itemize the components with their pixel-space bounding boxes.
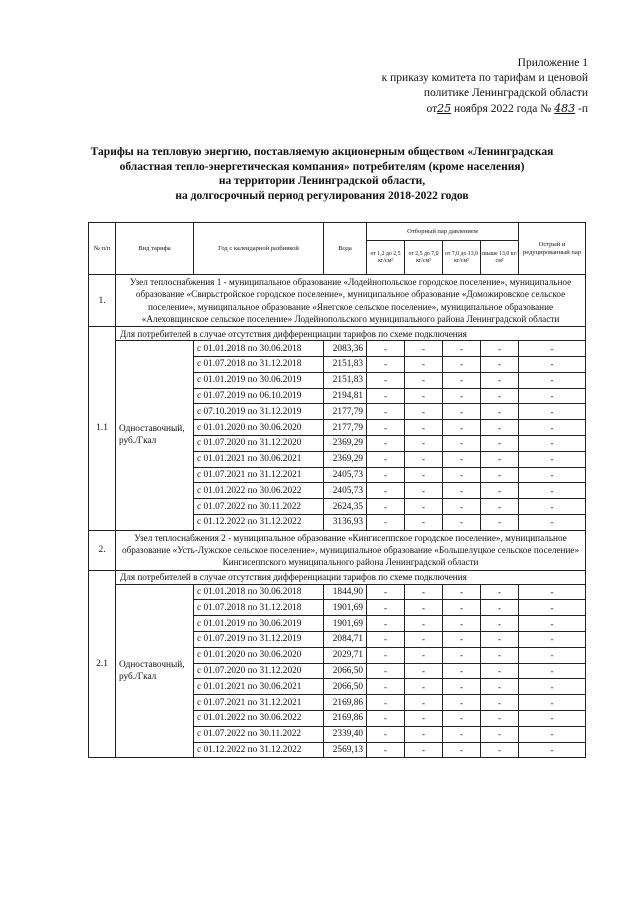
empty-value-cell: -: [519, 695, 586, 711]
empty-value-cell: -: [405, 632, 443, 648]
empty-value-cell: -: [481, 341, 519, 357]
header-num: № п/п: [89, 223, 116, 275]
empty-value-cell: -: [519, 679, 586, 695]
empty-value-cell: -: [481, 514, 519, 530]
empty-value-cell: -: [405, 726, 443, 742]
empty-value-cell: -: [367, 341, 405, 357]
header-period: Год с календарной разбивкой: [194, 223, 324, 275]
subsection-row: [89, 570, 586, 584]
period-cell: с 01.01.2021 по 30.06.2021: [194, 451, 324, 467]
water-tariff-cell: 2194,81: [324, 388, 367, 404]
empty-value-cell: -: [481, 388, 519, 404]
empty-value-cell: -: [481, 742, 519, 758]
empty-value-cell: -: [519, 632, 586, 648]
water-tariff-cell: 1844,90: [324, 584, 367, 600]
empty-value-cell: -: [367, 514, 405, 530]
empty-value-cell: -: [443, 499, 481, 515]
empty-value-cell: -: [405, 451, 443, 467]
water-tariff-cell: 2405,73: [324, 467, 367, 483]
water-tariff-cell: 2151,83: [324, 356, 367, 372]
empty-value-cell: -: [481, 451, 519, 467]
empty-value-cell: -: [367, 451, 405, 467]
empty-value-cell: -: [481, 435, 519, 451]
empty-value-cell: -: [481, 632, 519, 648]
empty-value-cell: -: [443, 711, 481, 727]
title-line2: областная тепло-энергетическая компания» потребителям (кроме населения): [119, 160, 525, 173]
water-tariff-cell: 2084,71: [324, 632, 367, 648]
title-line3: на территории Ленинградской области,: [218, 175, 426, 187]
empty-value-cell: -: [443, 663, 481, 679]
empty-value-cell: -: [481, 372, 519, 388]
date-month-year: ноября 2022 года №: [453, 103, 552, 115]
number-suffix: -п: [578, 103, 588, 115]
period-cell: с 01.07.2019 по 31.12.2019: [194, 632, 324, 648]
period-cell: с 01.12.2022 по 31.12.2022: [194, 514, 324, 530]
empty-value-cell: -: [481, 726, 519, 742]
empty-value-cell: -: [405, 663, 443, 679]
water-tariff-cell: 1901,69: [324, 616, 367, 632]
empty-value-cell: -: [405, 695, 443, 711]
empty-value-cell: -: [367, 616, 405, 632]
water-tariff-cell: 2066,50: [324, 663, 367, 679]
empty-value-cell: -: [405, 356, 443, 372]
empty-value-cell: -: [519, 341, 586, 357]
water-tariff-cell: 2169,86: [324, 711, 367, 727]
empty-value-cell: -: [519, 616, 586, 632]
empty-value-cell: -: [481, 356, 519, 372]
water-tariff-cell: 2369,29: [324, 451, 367, 467]
empty-value-cell: -: [405, 499, 443, 515]
empty-value-cell: -: [481, 404, 519, 420]
subsection-title: Для потребителей в случае отсутствия дифференциации тарифов по схеме подключения: [116, 570, 586, 584]
empty-value-cell: -: [367, 356, 405, 372]
header-pressure-2: от 2,5 до 7,0 кг/см²: [405, 241, 443, 275]
empty-value-cell: -: [519, 451, 586, 467]
water-tariff-cell: 3136,93: [324, 514, 367, 530]
water-tariff-cell: 2029,71: [324, 647, 367, 663]
empty-value-cell: -: [443, 356, 481, 372]
subsection-title: Для потребителей в случае отсутствия дифференциации тарифов по схеме подключения: [116, 327, 586, 341]
period-cell: с 01.01.2022 по 30.06.2022: [194, 483, 324, 499]
empty-value-cell: -: [519, 420, 586, 436]
empty-value-cell: -: [481, 420, 519, 436]
empty-value-cell: -: [405, 388, 443, 404]
period-cell: с 01.12.2022 по 31.12.2022: [194, 742, 324, 758]
period-cell: с 01.01.2018 по 30.06.2018: [194, 584, 324, 600]
empty-value-cell: -: [443, 695, 481, 711]
empty-value-cell: -: [367, 679, 405, 695]
empty-value-cell: -: [367, 711, 405, 727]
water-tariff-cell: 2569,13: [324, 742, 367, 758]
empty-value-cell: -: [405, 467, 443, 483]
empty-value-cell: -: [367, 467, 405, 483]
handwritten-number: 483: [554, 102, 576, 115]
title-line4: на долгосрочный период регулирования 2018-2022 годов: [175, 189, 469, 202]
empty-value-cell: -: [367, 663, 405, 679]
period-cell: с 01.07.2019 по 06.10.2019: [194, 388, 324, 404]
empty-value-cell: -: [367, 726, 405, 742]
empty-value-cell: -: [519, 584, 586, 600]
empty-value-cell: -: [405, 742, 443, 758]
empty-value-cell: -: [367, 420, 405, 436]
empty-value-cell: -: [367, 372, 405, 388]
empty-value-cell: -: [519, 663, 586, 679]
empty-value-cell: -: [443, 679, 481, 695]
period-cell: с 01.01.2020 по 30.06.2020: [194, 647, 324, 663]
empty-value-cell: -: [367, 584, 405, 600]
empty-value-cell: -: [405, 372, 443, 388]
appendix-line1: Приложение 1: [517, 57, 588, 69]
empty-value-cell: -: [519, 388, 586, 404]
empty-value-cell: -: [519, 647, 586, 663]
empty-value-cell: -: [443, 467, 481, 483]
appendix-date-line: [328, 101, 588, 117]
subsection-number: 2.1: [89, 570, 116, 758]
water-tariff-cell: 2369,29: [324, 435, 367, 451]
empty-value-cell: -: [443, 435, 481, 451]
empty-value-cell: -: [405, 483, 443, 499]
empty-value-cell: -: [481, 663, 519, 679]
empty-value-cell: -: [405, 679, 443, 695]
tariff-table: [88, 222, 586, 758]
empty-value-cell: -: [481, 647, 519, 663]
empty-value-cell: -: [405, 404, 443, 420]
empty-value-cell: -: [367, 647, 405, 663]
empty-value-cell: -: [519, 726, 586, 742]
empty-value-cell: -: [519, 435, 586, 451]
empty-value-cell: -: [481, 483, 519, 499]
period-cell: с 01.01.2021 по 30.06.2021: [194, 679, 324, 695]
empty-value-cell: -: [443, 647, 481, 663]
empty-value-cell: -: [443, 388, 481, 404]
header-sharp-steam: Острый и редуцированный пар: [519, 223, 586, 275]
water-tariff-cell: 2624,35: [324, 499, 367, 515]
empty-value-cell: -: [367, 483, 405, 499]
empty-value-cell: -: [367, 742, 405, 758]
empty-value-cell: -: [443, 616, 481, 632]
empty-value-cell: -: [481, 616, 519, 632]
empty-value-cell: -: [519, 372, 586, 388]
empty-value-cell: -: [443, 742, 481, 758]
period-cell: с 01.07.2020 по 31.12.2020: [194, 435, 324, 451]
handwritten-day: 25: [437, 102, 452, 115]
empty-value-cell: -: [367, 404, 405, 420]
water-tariff-cell: 2339,40: [324, 726, 367, 742]
empty-value-cell: -: [481, 695, 519, 711]
empty-value-cell: -: [367, 600, 405, 616]
period-cell: с 01.07.2020 по 31.12.2020: [194, 663, 324, 679]
period-cell: с 01.07.2022 по 30.11.2022: [194, 499, 324, 515]
empty-value-cell: -: [519, 600, 586, 616]
empty-value-cell: -: [443, 372, 481, 388]
water-tariff-cell: 1901,69: [324, 600, 367, 616]
period-cell: с 01.01.2019 по 30.06.2019: [194, 616, 324, 632]
water-tariff-cell: 2169,86: [324, 695, 367, 711]
appendix-line3: политике Ленинградской области: [423, 87, 588, 99]
period-cell: с 01.01.2020 по 30.06.2020: [194, 420, 324, 436]
subsection-number: 1.1: [89, 327, 116, 531]
section-description: Узел теплоснабжения 1 - муниципальное образование «Лодейнопольское городское поселение», муниципальное образование «Свирьстройское городское поселение», муниципальное образование «Доможировское сельское поселение», муниципальное образование «Янегское сельское поселение», муниципальное образование «Алеховщинское сельское поселение» Лодейнопольского муниципального района Ленинградской области: [116, 275, 586, 327]
section-row: [89, 275, 586, 327]
period-cell: с 01.01.2019 по 30.06.2019: [194, 372, 324, 388]
water-tariff-cell: 2083,36: [324, 341, 367, 357]
section-number: 1.: [89, 275, 116, 327]
empty-value-cell: -: [519, 483, 586, 499]
empty-value-cell: -: [519, 499, 586, 515]
empty-value-cell: -: [443, 632, 481, 648]
section-description: Узел теплоснабжения 2 - муниципальное образование «Кингисеппское городское поселение», муниципальное образование «Усть-Лужское сельское поселение», муниципальное образование «Большелуцкое сельское поселение» Кингисеппского муниципального района Ленинградской области: [116, 530, 586, 570]
empty-value-cell: -: [519, 711, 586, 727]
empty-value-cell: -: [405, 600, 443, 616]
empty-value-cell: -: [405, 584, 443, 600]
empty-value-cell: -: [443, 404, 481, 420]
period-cell: с 01.07.2018 по 31.12.2018: [194, 356, 324, 372]
empty-value-cell: -: [481, 711, 519, 727]
header-pressure-3: от 7,0 до 13,0 кг/см²: [443, 241, 481, 275]
empty-value-cell: -: [405, 711, 443, 727]
water-tariff-cell: 2177,79: [324, 420, 367, 436]
header-pressure-1: от 1,2 до 2,5 кг/см²: [367, 241, 405, 275]
header-tariff-type: Вид тарифа: [116, 223, 194, 275]
empty-value-cell: -: [405, 616, 443, 632]
empty-value-cell: -: [367, 632, 405, 648]
table-row: [89, 584, 586, 600]
empty-value-cell: -: [481, 584, 519, 600]
table-row: [89, 341, 586, 357]
title-line1: Тарифы на тепловую энергию, поставляемую акционерным обществом «Ленинградская: [90, 146, 554, 158]
empty-value-cell: -: [443, 483, 481, 499]
period-cell: с 01.07.2018 по 31.12.2018: [194, 600, 324, 616]
empty-value-cell: -: [443, 451, 481, 467]
header-pressure-4: свыше 13,0 кг/см²: [481, 241, 519, 275]
date-prefix: от: [426, 103, 438, 115]
empty-value-cell: -: [367, 499, 405, 515]
empty-value-cell: -: [443, 584, 481, 600]
table-body: [89, 275, 586, 758]
empty-value-cell: -: [519, 356, 586, 372]
appendix-header: [328, 56, 588, 117]
period-cell: с 01.01.2018 по 30.06.2018: [194, 341, 324, 357]
period-cell: с 07.10.2019 по 31.12.2019: [194, 404, 324, 420]
empty-value-cell: -: [443, 514, 481, 530]
empty-value-cell: -: [367, 695, 405, 711]
empty-value-cell: -: [519, 742, 586, 758]
section-number: 2.: [89, 530, 116, 570]
empty-value-cell: -: [443, 726, 481, 742]
empty-value-cell: -: [519, 467, 586, 483]
empty-value-cell: -: [481, 600, 519, 616]
empty-value-cell: -: [481, 499, 519, 515]
empty-value-cell: -: [443, 341, 481, 357]
water-tariff-cell: 2405,73: [324, 483, 367, 499]
period-cell: с 01.07.2021 по 31.12.2021: [194, 467, 324, 483]
period-cell: с 01.01.2022 по 30.06.2022: [194, 711, 324, 727]
empty-value-cell: -: [405, 341, 443, 357]
empty-value-cell: -: [405, 647, 443, 663]
empty-value-cell: -: [481, 679, 519, 695]
header-steam: Отборный пар давлением: [367, 223, 519, 241]
period-cell: с 01.07.2022 по 30.11.2022: [194, 726, 324, 742]
water-tariff-cell: 2151,83: [324, 372, 367, 388]
empty-value-cell: -: [367, 435, 405, 451]
empty-value-cell: -: [481, 467, 519, 483]
water-tariff-cell: 2177,79: [324, 404, 367, 420]
tariff-type: Одноставочный, руб./Гкал: [116, 341, 194, 531]
empty-value-cell: -: [405, 514, 443, 530]
empty-value-cell: -: [405, 420, 443, 436]
water-tariff-cell: 2066,50: [324, 679, 367, 695]
appendix-line2: к приказу комитета по тарифам и ценовой: [381, 72, 588, 84]
period-cell: с 01.07.2021 по 31.12.2021: [194, 695, 324, 711]
document-title: [62, 145, 582, 203]
header-water: Вода: [324, 223, 367, 275]
empty-value-cell: -: [519, 404, 586, 420]
tariff-type: Одноставочный, руб./Гкал: [116, 584, 194, 758]
empty-value-cell: -: [443, 420, 481, 436]
section-row: [89, 530, 586, 570]
empty-value-cell: -: [519, 514, 586, 530]
empty-value-cell: -: [367, 388, 405, 404]
empty-value-cell: -: [405, 435, 443, 451]
empty-value-cell: -: [443, 600, 481, 616]
subsection-row: [89, 327, 586, 341]
